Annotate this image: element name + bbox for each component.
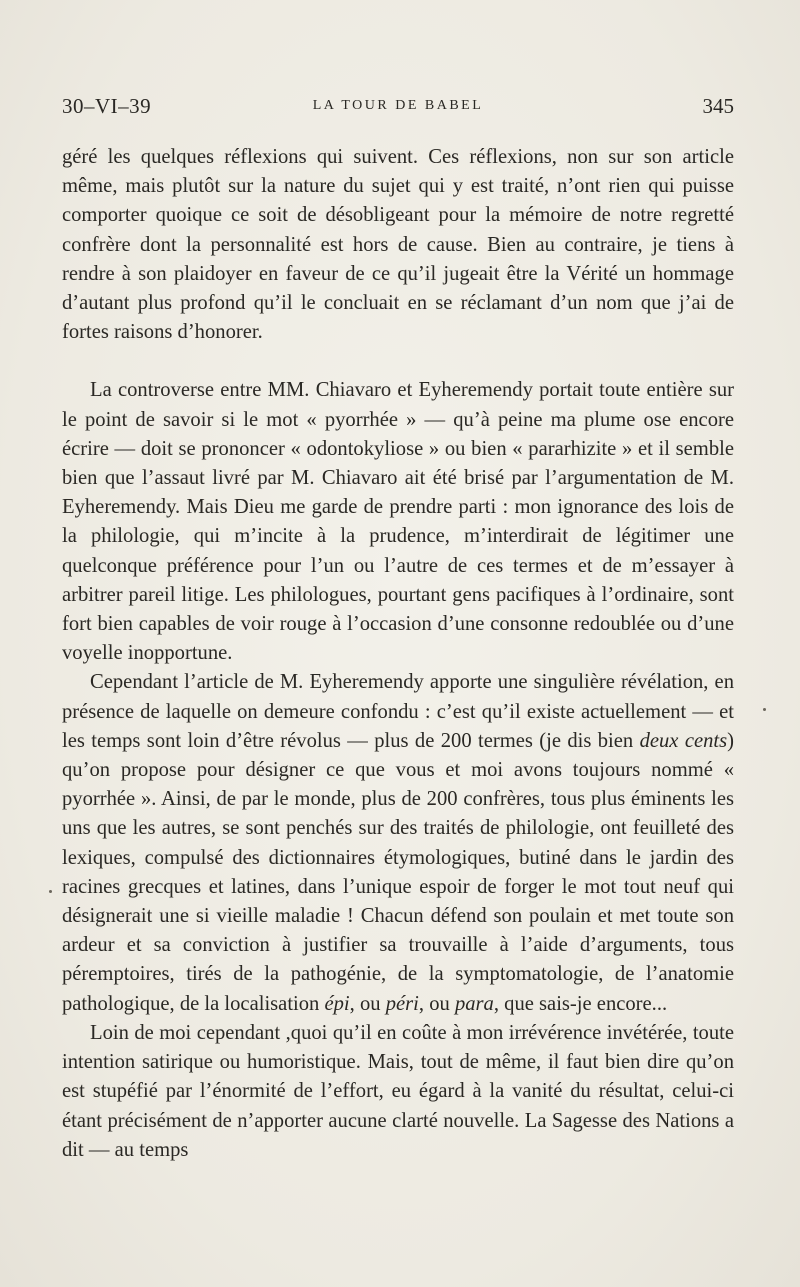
text-run: , ou [349, 992, 386, 1015]
body-text [62, 143, 734, 1165]
text-run: Loin de moi cependant ,quoi qu’il en coûte à mon irrévérence invétérée, toute intention satirique ou humoristique. Mais, tout de même, il faut bien dire qu’on est stupéfié par l’énormité de l’effort, eu égard à la vanité du résultat, celui-ci étant précisément de n’apporter aucune clarté nouvelle. La Sagesse des Nations a dit — au temps [62, 1021, 734, 1161]
paragraph [62, 143, 734, 347]
text-run: , ou [418, 992, 455, 1015]
header-date: 30–VI–39 [62, 94, 152, 118]
paper-speck [763, 708, 766, 711]
header-title: LA TOUR DE BABEL [312, 98, 484, 113]
page-number: 345 [702, 94, 734, 118]
paragraph [62, 668, 734, 1018]
paragraph [62, 1019, 734, 1165]
paper-speck [49, 890, 52, 893]
italic-run: para [454, 992, 494, 1015]
running-header [62, 94, 734, 124]
italic-run: épi [324, 992, 350, 1015]
text-run: ) qu’on propose pour désigner ce que vous et moi avons toujours nommé « pyorrhée ». Ainsi, de par le monde, plus de 200 confrères, tous plus éminents les uns que les autres, se sont penchés sur des traités de philologie, ont feuilleté des lexiques, compulsé des dictionnaires étymologiques, butiné dans le jardin des racines grecques et latines, dans l’unique espoir de forger le mot tout neuf qui désignerait une si vieille maladie ! Chacun défend son poulain et met toute son ardeur et sa conviction à justifier sa trouvaille à l’aide d’arguments, tous péremptoires, tirés de la pathogénie, de la symptomatologie, de l’anatomie pathologique, de la localisation [62, 729, 734, 1015]
italic-run: deux cents [639, 729, 728, 752]
text-run: Cependant l’article de M. Eyheremendy apporte une singulière révélation, en présence de laquelle on demeure confondu : c’est qu’il existe actuellement — et les temps sont loin d’être révolus — plus de 200 termes (je dis bien [62, 671, 734, 752]
italic-run: péri [385, 992, 419, 1015]
text-run: géré les quelques réflexions qui suivent. Ces réflexions, non sur son article même, mais plutôt sur la nature du sujet qui y est traité, n’ont rien qui puisse comporter quoique ce soit de désobligeant pour la mémoire de notre regretté confrère dont la personnalité est hors de cause. Bien au contraire, je tiens à rendre à son plaidoyer en faveur de ce qu’il jugeait être la Vérité un hommage d’autant plus profond qu’il le concluait en se réclamant d’un nom que j’ai de fortes raisons d’honorer. [62, 146, 734, 344]
paragraph [62, 376, 734, 668]
paragraph-gap [62, 347, 734, 376]
text-run: , que sais-je encore... [493, 992, 668, 1015]
text-run: La controverse entre MM. Chiavaro et Eyheremendy portait toute entière sur le point de savoir si le mot « pyorrhée » — qu’à peine ma plume ose encore écrire — doit se prononcer « odontokyliose » ou bien « pararhizite » et il semble bien que l’assaut livré par M. Chiavaro ait été brisé par l’argumentation de M. Eyheremendy. Mais Dieu me garde de prendre parti : mon ignorance des lois de la philologie, qui m’incite à la prudence, m’interdirait de légitimer une quelconque préférence pour l’un ou l’autre de ces termes et de m’essayer à arbitrer pareil litige. Les philologues, pourtant gens pacifiques à l’ordinaire, sont fort bien capables de voir rouge à l’occasion d’une consonne redoublée ou d’une voyelle inopportune. [62, 379, 734, 665]
